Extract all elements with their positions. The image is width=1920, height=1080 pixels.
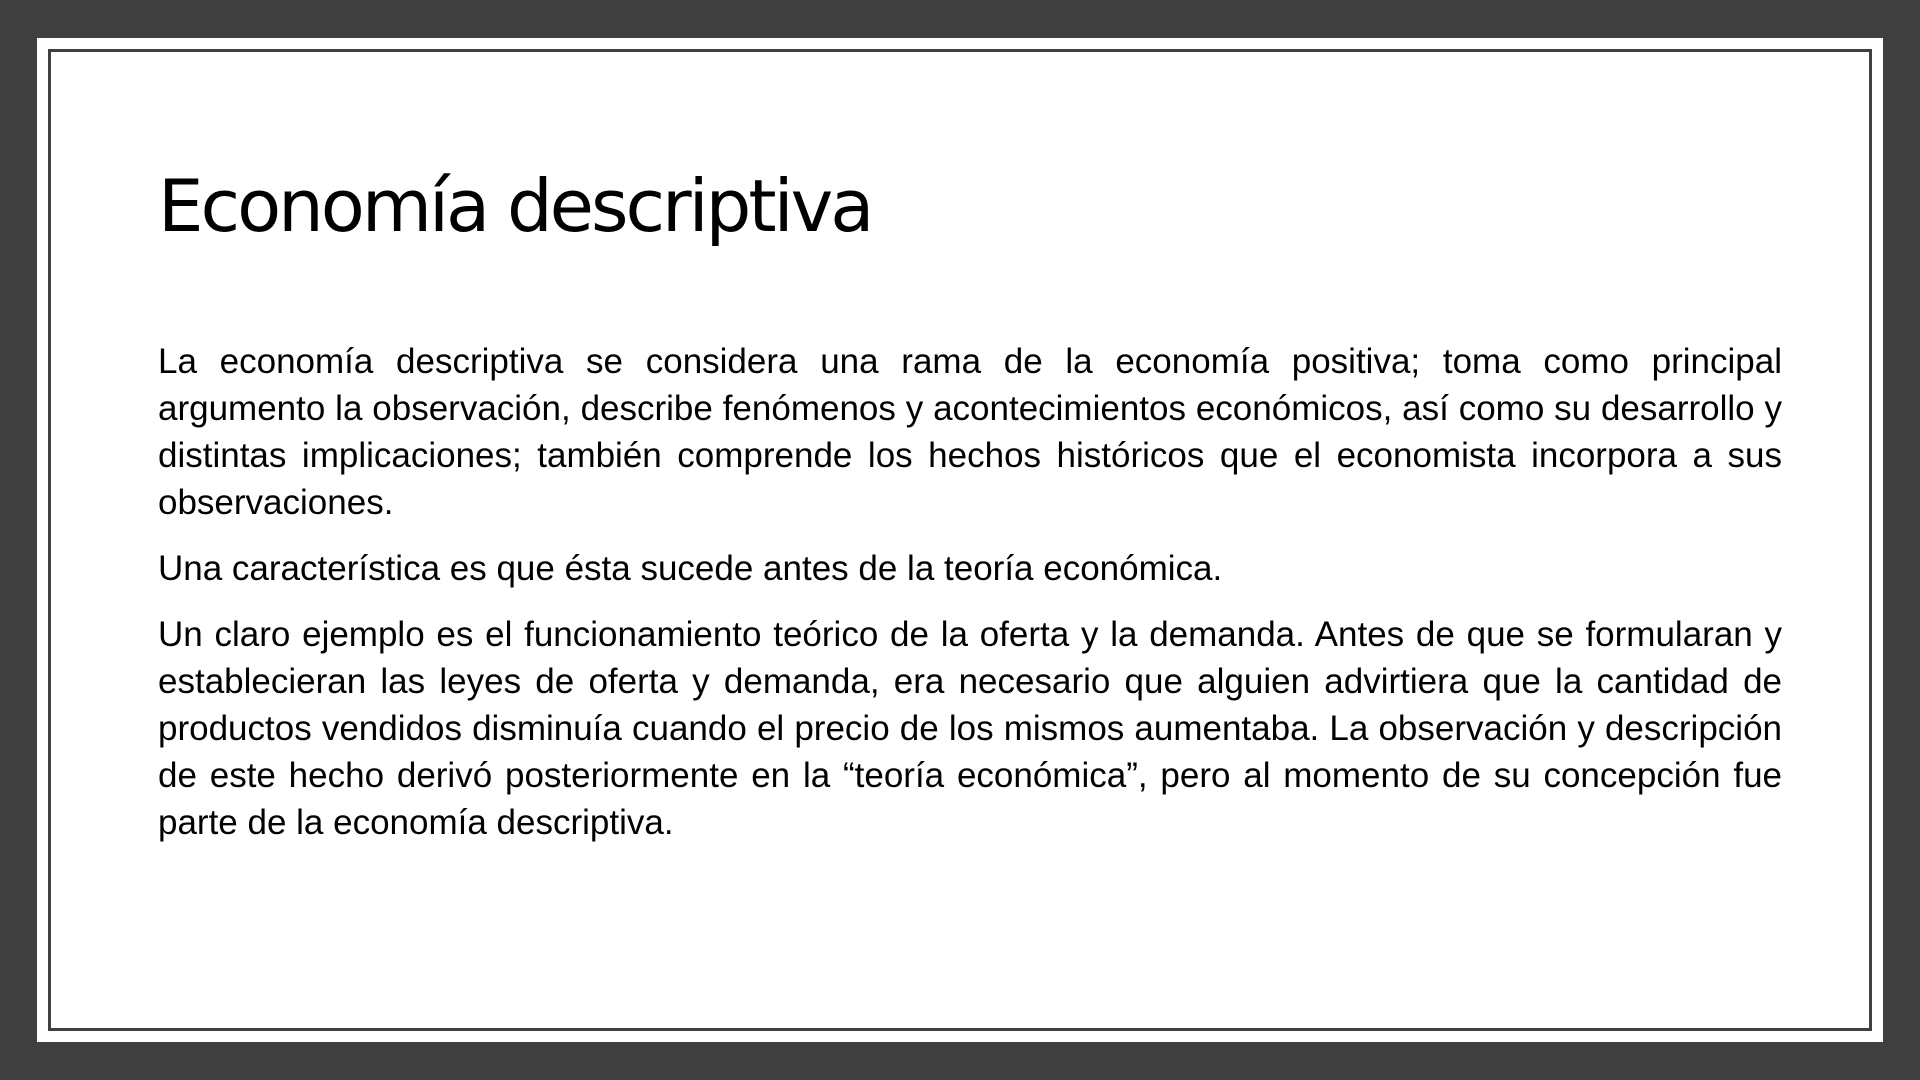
slide [40,41,1880,1039]
paragraph-definition: La economía descriptiva se considera una rama de la economía positiva; toma como principal argumento la observación, describe fenómenos y acontecimientos económicos, así como su desarrollo y distintas implicaciones; también comprende los hechos históricos que el economista incorpora a sus observaciones. [158,342,1782,522]
paragraph-characteristic: Una característica es que ésta sucede antes de la teoría económica. [158,549,1223,588]
slide-border [48,49,1872,1031]
slide-title: Economía descriptiva [158,164,872,248]
slide-body [158,338,1782,865]
paragraph-example: Un claro ejemplo es el funcionamiento teórico de la oferta y la demanda. Antes de que se formularan y establecieran las leyes de oferta y demanda, era necesario que alguien advirtiera que la cantidad de productos vendidos disminuía cuando el precio de los mismos aumentaba. La observación y descripción de este hecho derivó posteriormente en la “teoría económica”, pero al momento de su concepción fue parte de la economía descriptiva. [158,615,1782,842]
